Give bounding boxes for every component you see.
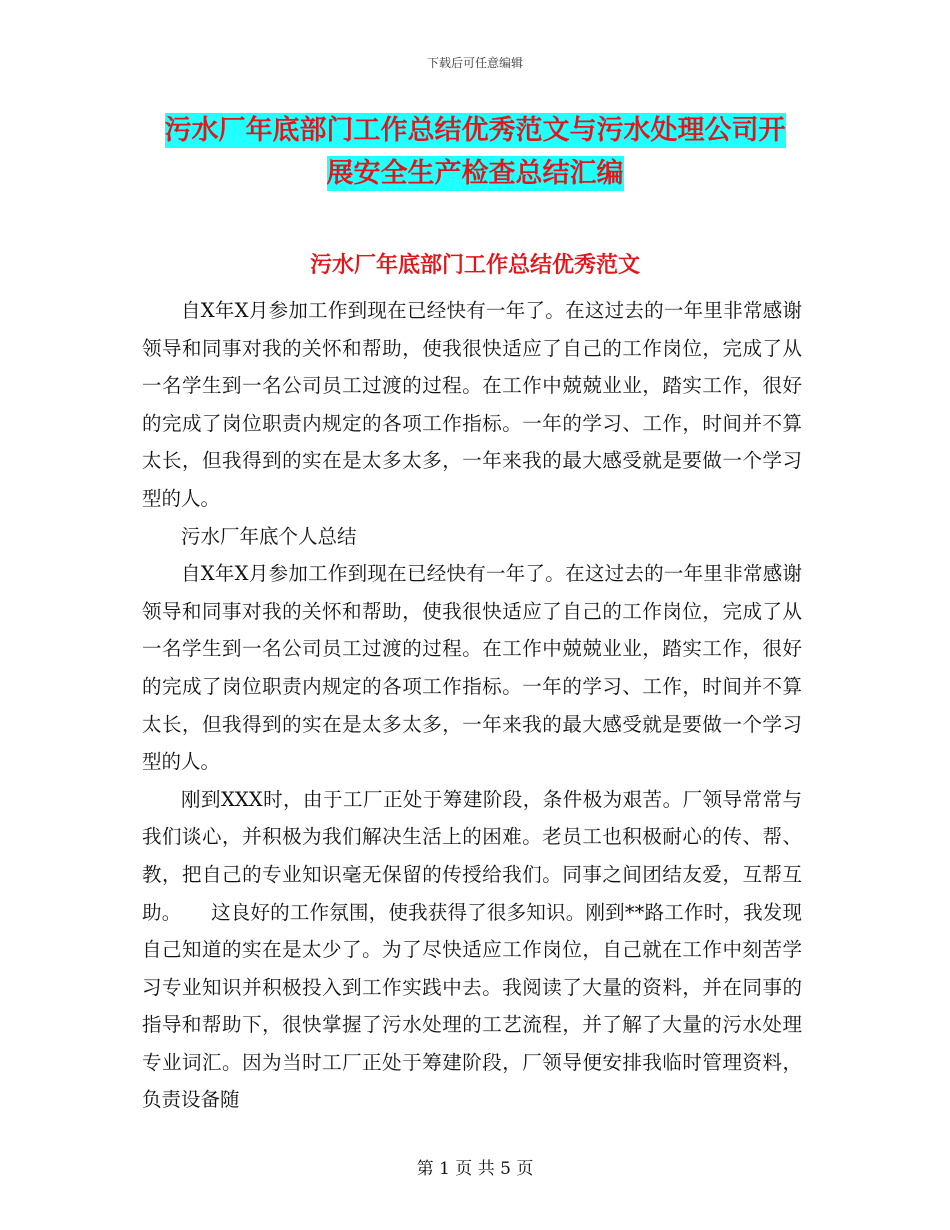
header-note: 下载后可任意编辑 [426, 56, 523, 70]
title-highlight-2: 展安全生产检查总结汇编 [326, 158, 624, 189]
title-highlight-1: 污水厂年底部门工作总结优秀范文与污水处理公司开 [164, 115, 786, 146]
subheading: 污水厂年底个人总结 [181, 524, 357, 548]
body-text [142, 292, 802, 1119]
section-title: 污水厂年底部门工作总结优秀范文 [309, 253, 640, 278]
page-number: 第 1 页 共 5 页 [416, 1159, 534, 1179]
document-title-line-2 [0, 157, 950, 191]
paragraph-2: 自X年X月参加工作到现在已经快有一年了。在这过去的一年里非常感谢领导和同事对我的关怀和帮助，使我很快适应了自己的工作岗位，完成了从一名学生到一名公司员工过渡的过程。在工作中兢兢业业，踏实工作，很好的完成了岗位职责内规定的各项工作指标。一年的学习、工作，时间并不算太长，但我得到的实在是太多太多，一年来我的最大感受就是要做一个学习型的人。 [142, 562, 802, 774]
paragraph-1: 自X年X月参加工作到现在已经快有一年了。在这过去的一年里非常感谢领导和同事对我的关怀和帮助，使我很快适应了自己的工作岗位，完成了从一名学生到一名公司员工过渡的过程。在工作中兢兢业业，踏实工作，很好的完成了岗位职责内规定的各项工作指标。一年的学习、工作，时间并不算太长，但我得到的实在是太多太多，一年来我的最大感受就是要做一个学习型的人。 [142, 299, 802, 510]
document-title-line-1 [0, 114, 950, 148]
paragraph-3: 刚到XXX时，由于工厂正处于筹建阶段，条件极为艰苦。厂领导常常与我们谈心，并积极为我们解决生活上的困难。老员工也积极耐心的传、帮、教，把自己的专业知识毫无保留的传授给我们。同事之间团结友爱，互帮互助。 这良好的工作氛围，使我获得了很多知识。刚到**路工作时，我发现自己知道的实在是太少了。为了尽快适应工作岗位，自己就在工作中刻苦学习专业知识并积极投入到工作实践中去。我阅读了大量的资料，并在同事的指导和帮助下，很快掌握了污水处理的工艺流程，并了解了大量的污水处理专业词汇。因为当时工厂正处于筹建阶段，厂领导便安排我临时管理资料，负责设备随 [142, 787, 802, 1112]
